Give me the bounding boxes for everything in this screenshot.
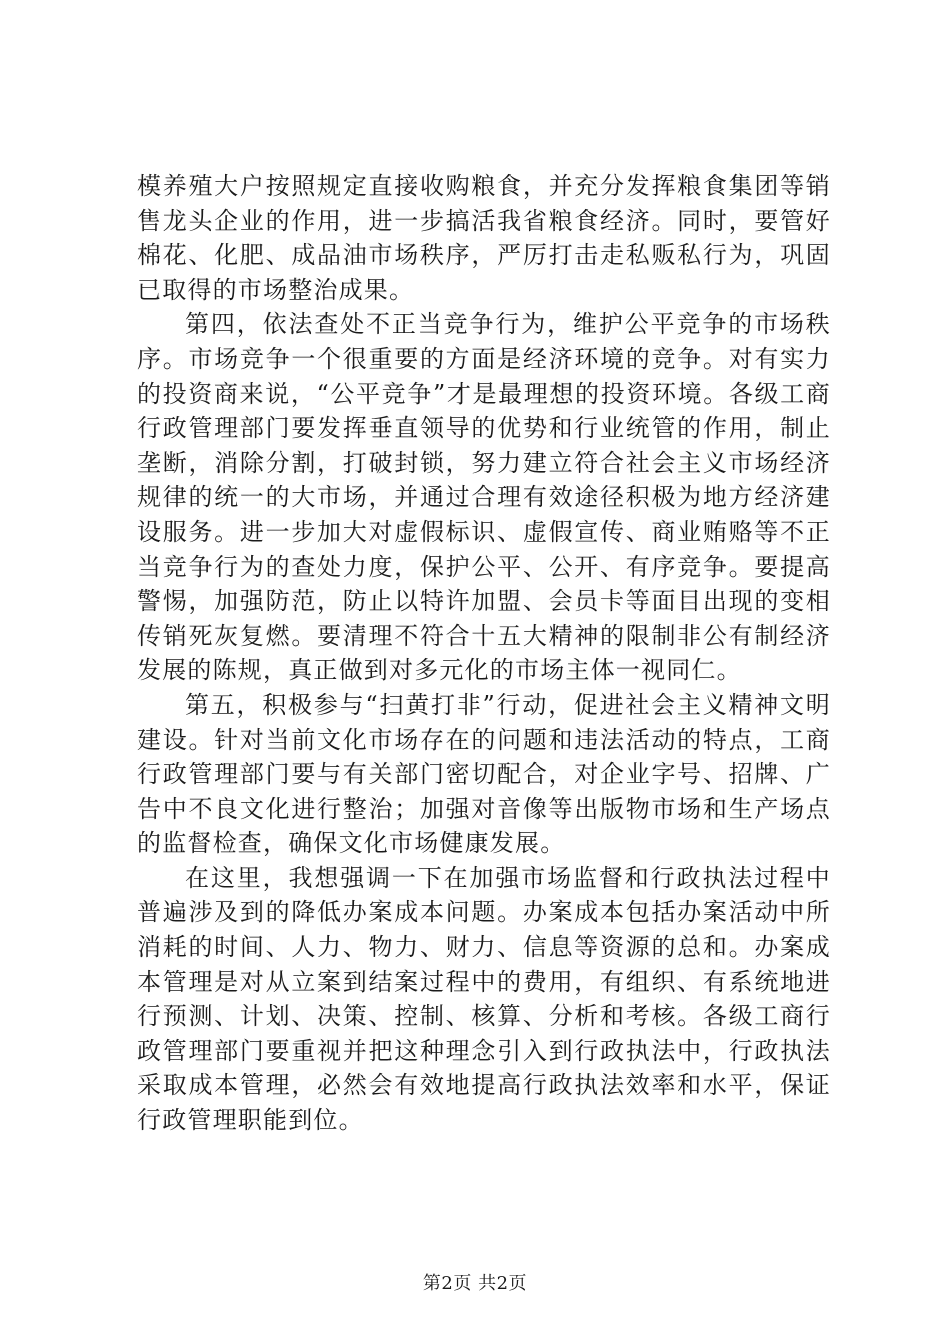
paragraph-continuation: 模养殖大户按照规定直接收购粮食，并充分发挥粮食集团等销售龙头企业的作用，进一步搞活我省粮食经济。同时，要管好棉花、化肥、成品油市场秩序，严厉打击走私贩私行为，巩固已取得的市场整治成果。 [137, 172, 831, 304]
document-body [137, 169, 831, 1138]
paragraph-case-cost: 在这里，我想强调一下在加强市场监督和行政执法过程中普遍涉及到的降低办案成本问题。办案成本包括办案活动中所消耗的时间、人力、物力、财力、信息等资源的总和。办案成本管理是对从立案到结案过程中的费用，有组织、有系统地进行预测、计划、决策、控制、核算、分析和考核。各级工商行政管理部门要重视并把这种理念引入到行政执法中，行政执法采取成本管理，必然会有效地提高行政执法效率和水平，保证行政管理职能到位。 [137, 863, 831, 1135]
paragraph-point-four: 第四，依法查处不正当竞争行为，维护公平竞争的市场秩序。市场竞争一个很重要的方面是经济环境的竞争。对有实力的投资商来说，“公平竞争”才是最理想的投资环境。各级工商行政管理部门要发挥垂直领导的优势和行业统管的作用，制止垄断，消除分割，打破封锁，努力建立符合社会主义市场经济规律的统一的大市场，并通过合理有效途径积极为地方经济建设服务。进一步加大对虚假标识、虚假宣传、商业贿赂等不正当竞争行为的查处力度，保护公平、公开、有序竞争。要提高警惕，加强防范，防止以特许加盟、会员卡等面目出现的变相传销死灰复燃。要清理不符合十五大精神的限制非公有制经济发展的陈规，真正做到对多元化的市场主体一视同仁。 [137, 310, 831, 685]
paragraph-point-five: 第五，积极参与“扫黄打非”行动，促进社会主义精神文明建设。针对当前文化市场存在的问题和违法活动的特点，工商行政管理部门要与有关部门密切配合，对企业字号、招牌、广告中不良文化进行整治；加强对音像等出版物市场和生产场点的监督检查，确保文化市场健康发展。 [137, 690, 831, 858]
page-footer: 第2页 共2页 [422, 1273, 528, 1294]
